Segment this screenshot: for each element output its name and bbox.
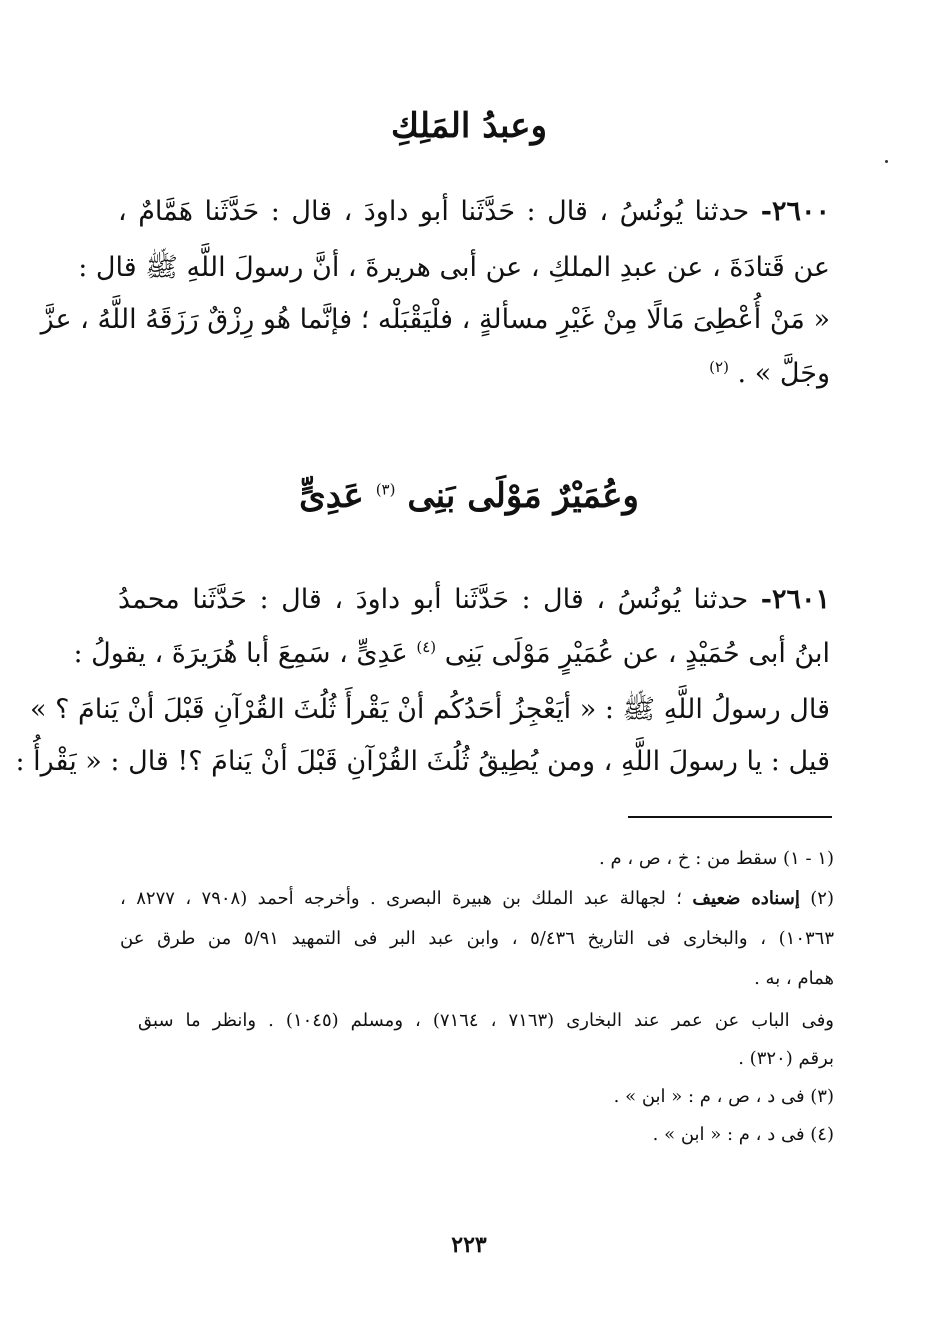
hadith-text: ابنُ أبى حُمَيْدٍ ، عن عُمَيْرٍ مَوْلَى بَنِى: [444, 638, 830, 669]
footnote-4: (٤) فى د ، م : « ابن » .: [652, 1124, 834, 1145]
hadith-text: قال رسولُ اللَّهِ ﷺ : « أيَعْجِزُ أحَدُكُم أنْ يَقْرأَ ثُلُثَ القُرْآنِ قَبْلَ أنْ يَنامَ ؟ »: [30, 694, 830, 725]
hadith-line: [118, 584, 830, 638]
footnote-ref-2: (٢): [709, 358, 729, 376]
hadith-number: ٢٦٠١-: [760, 584, 830, 615]
hadith-text: وجَلَّ » .: [737, 358, 830, 389]
heading-text: عَدِىٍّ: [299, 476, 364, 516]
hadith-text: قيل : يا رسولَ اللَّهِ ، ومن يُطِيقُ ثُلُثَ القُرْآنِ قَبْلَ أنْ يَنامَ ؟! قال : « يَقْرأُ :: [15, 746, 830, 777]
footnote-verdict: إسناده ضعيف: [692, 888, 800, 909]
hadith-line: [40, 304, 830, 358]
footnote-1: (١ - ١) سقط من : خ ، ص ، م .: [599, 848, 834, 869]
section-heading-umayr: [0, 476, 938, 516]
footnote-ref-3: (٣): [375, 480, 396, 499]
footnote-2-cont: برقم (٣٢٠) .: [738, 1048, 834, 1069]
hadith-text: عن قَتادَةَ ، عن عبدِ الملكِ ، عن أبى هريرةَ ، أنَّ رسولَ اللَّهِ ﷺ قال :: [78, 252, 830, 283]
footnote-2-cont: ١٠٣٦٣) ، والبخارى فى التاريخ ٥/٤٣٦ ، وابن عبد البر فى التمهيد ٥/٩١ من طرق عن: [120, 928, 835, 949]
hadith-line: [78, 250, 830, 304]
footnote-separator: [628, 816, 832, 818]
hadith-text: « مَنْ أُعْطِىَ مَالًا مِنْ غَيْرِ مسألةٍ ، فلْيَقْبَلْه ؛ فإنَّما هُو رِزْقٌ رَزَقَهُ اللَّهُ ، عزَّ: [40, 304, 830, 335]
stray-mark: [885, 160, 888, 163]
footnote-2-para: وفى الباب عن عمر عند البخارى (٧١٦٣ ، ٧١٦٤) ، ومسلم (١٠٤٥) . وانظر ما سبق: [138, 1010, 834, 1031]
section-heading-abd-al-malik: وعبدُ المَلِكِ: [390, 106, 548, 146]
hadith-line: [73, 638, 830, 692]
page-number: ٢٢٣: [451, 1232, 487, 1258]
hadith-line: [15, 746, 830, 800]
hadith-line: [30, 692, 830, 746]
hadith-line: [118, 196, 830, 250]
footnote-text: ؛ لجهالة عبد الملك بن هبيرة البصرى . وأخرجه أحمد (٧٩٠٨ ، ٨٢٧٧ ،: [120, 888, 682, 909]
footnote-2: [120, 888, 834, 918]
footnote-2-cont: همام ، به .: [754, 968, 834, 989]
hadith-text: حدثنا يُونُسُ ، قال : حَدَّثَنا أبو داودَ ، قال : حَدَّثَنا هَمَّامٌ ،: [118, 196, 750, 227]
footnote-ref-4: (٤): [416, 638, 437, 656]
footnote-label: (٢): [810, 888, 834, 909]
footnote-3: (٣) فى د ، ص ، م : « ابن » .: [613, 1086, 834, 1107]
heading-text: وعُمَيْرٌ مَوْلَى بَنِى: [407, 476, 639, 516]
hadith-number: ٢٦٠٠-: [760, 196, 830, 227]
hadith-text: عَدِىٍّ ، سَمِعَ أبا هُرَيرَةَ ، يقولُ :: [73, 638, 408, 669]
hadith-text: حدثنا يُونُسُ ، قال : حَدَّثَنا أبو داودَ ، قال : حَدَّثَنا محمدُ: [118, 584, 749, 615]
hadith-line: [118, 358, 830, 412]
